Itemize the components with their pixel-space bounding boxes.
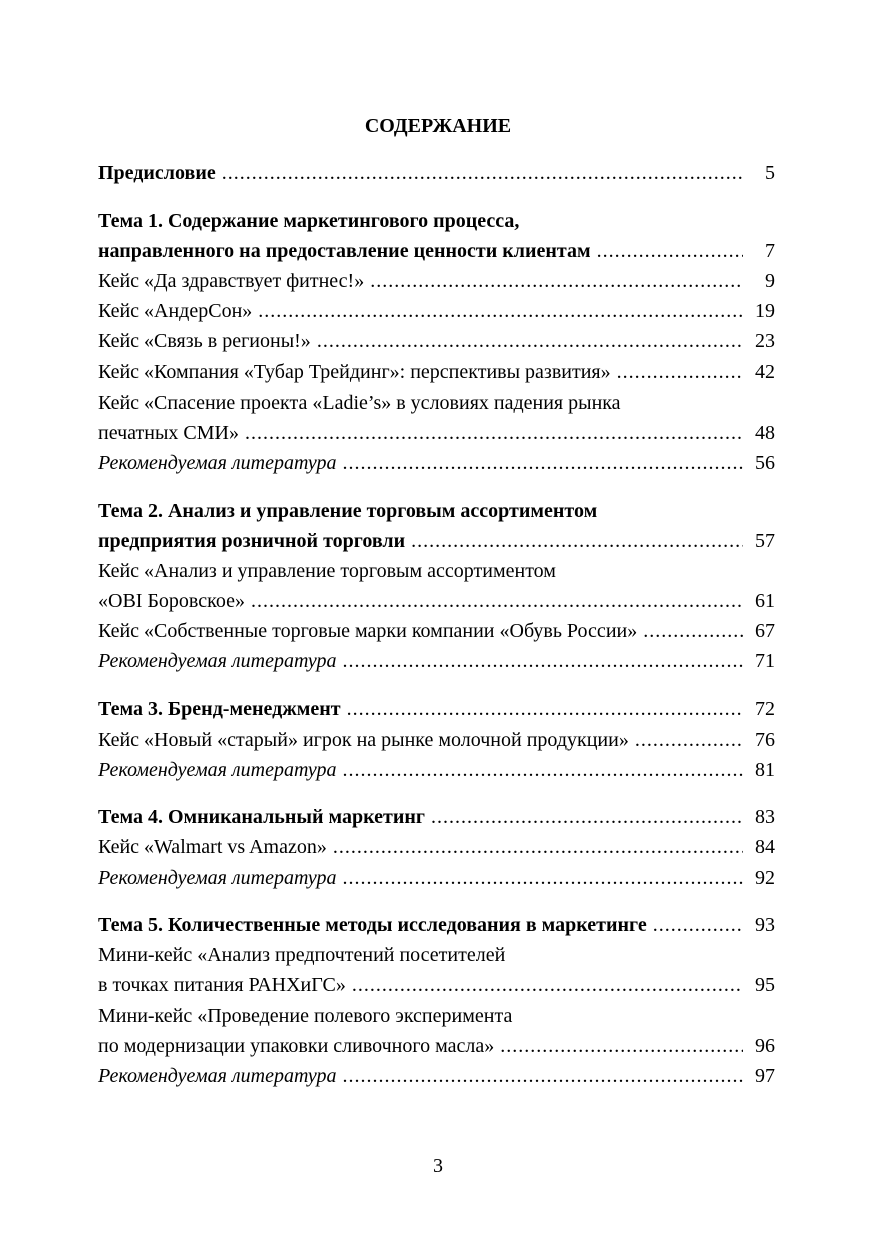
toc-page-number: 5 xyxy=(765,162,775,184)
toc-page-number: 76 xyxy=(755,729,775,751)
toc-page-number: 83 xyxy=(755,806,775,828)
leader-dots xyxy=(431,804,743,830)
leader-dots xyxy=(500,1033,743,1059)
leader-dots xyxy=(352,972,743,998)
toc-case-entry xyxy=(98,420,775,446)
leader-dots xyxy=(343,450,743,476)
toc-page-number: 93 xyxy=(755,914,775,936)
leader-dots xyxy=(597,238,743,264)
toc-page-number: 81 xyxy=(755,759,775,781)
toc-case-entry xyxy=(98,1033,775,1059)
leader-dots xyxy=(222,160,743,186)
toc-topic-2 xyxy=(98,528,775,554)
leader-dots xyxy=(258,298,743,324)
leader-dots xyxy=(635,727,743,753)
toc-entry-label: Рекомендуемая литература xyxy=(98,759,337,781)
toc-entry-label: Рекомендуемая литература xyxy=(98,650,337,672)
toc-title: СОДЕРЖАНИЕ xyxy=(364,115,512,137)
toc-case-entry xyxy=(98,588,775,614)
toc-entry-label: Кейс «АндерСон» xyxy=(98,300,253,322)
leader-dots xyxy=(617,359,743,385)
toc-literature-entry xyxy=(98,1063,775,1089)
toc-case-entry-line1: Кейс «Спасение проекта «Ladie’s» в условиях падения рынка xyxy=(98,392,621,414)
toc-case-entry-line1: Мини-кейс «Проведение полевого эксперимента xyxy=(98,1005,513,1027)
leader-dots xyxy=(343,865,743,891)
toc-case-entry xyxy=(98,359,775,385)
toc-entry-label: Кейс «Компания «Тубар Трейдинг»: перспективы развития» xyxy=(98,361,611,383)
toc-page-number: 92 xyxy=(755,867,775,889)
toc-entry-label: направленного на предоставление ценности клиентам xyxy=(98,240,591,262)
toc-topic-4 xyxy=(98,804,775,830)
toc-page-number: 7 xyxy=(765,240,775,262)
leader-dots xyxy=(245,420,743,446)
toc-page-number: 72 xyxy=(755,698,775,720)
toc-entry-label: Кейс «Walmart vs Amazon» xyxy=(98,836,327,858)
page-number: 3 xyxy=(433,1155,443,1177)
leader-dots xyxy=(653,912,743,938)
toc-page-number: 61 xyxy=(755,590,775,612)
toc-literature-entry xyxy=(98,757,775,783)
leader-dots xyxy=(333,834,743,860)
toc-page-number: 42 xyxy=(755,361,775,383)
leader-dots xyxy=(370,268,743,294)
leader-dots xyxy=(643,618,743,644)
toc-entry-label: Кейс «Связь в регионы!» xyxy=(98,330,311,352)
toc-entry-label: Рекомендуемая литература xyxy=(98,867,337,889)
toc-entry-label: Тема 4. Омниканальный маркетинг xyxy=(98,806,426,828)
toc-case-entry xyxy=(98,972,775,998)
toc-topic-1 xyxy=(98,238,775,264)
toc-entry-label: Тема 3. Бренд-менеджмент xyxy=(98,698,341,720)
toc-entry-preface xyxy=(98,160,775,186)
toc-page-number: 9 xyxy=(765,270,775,292)
leader-dots xyxy=(251,588,743,614)
toc-page-number: 84 xyxy=(755,836,775,858)
toc-entry-label: Тема 5. Количественные методы исследования в маркетинге xyxy=(98,914,647,936)
leader-dots xyxy=(317,328,743,354)
toc-entry-label: в точках питания РАНХиГС» xyxy=(98,974,346,996)
leader-dots xyxy=(347,696,743,722)
toc-case-entry xyxy=(98,328,775,354)
toc-entry-label: Кейс «Новый «старый» игрок на рынке молочной продукции» xyxy=(98,729,629,751)
toc-case-entry-line1: Мини-кейс «Анализ предпочтений посетителей xyxy=(98,944,506,966)
toc-topic-2-line1: Тема 2. Анализ и управление торговым ассортиментом xyxy=(98,500,598,522)
toc-topic-3 xyxy=(98,696,775,722)
toc-literature-entry xyxy=(98,865,775,891)
toc-literature-entry xyxy=(98,648,775,674)
toc-entry-label: «OBI Боровское» xyxy=(98,590,245,612)
leader-dots xyxy=(343,757,743,783)
toc-entry-label: печатных СМИ» xyxy=(98,422,239,444)
toc-entry-label: Рекомендуемая литература xyxy=(98,452,337,474)
toc-page-number: 71 xyxy=(755,650,775,672)
toc-page-number: 56 xyxy=(755,452,775,474)
leader-dots xyxy=(343,1063,743,1089)
toc-case-entry-line1: Кейс «Анализ и управление торговым ассортиментом xyxy=(98,560,556,582)
leader-dots xyxy=(343,648,743,674)
toc-case-entry xyxy=(98,727,775,753)
toc-topic-1-line1: Тема 1. Содержание маркетингового процесса, xyxy=(98,210,520,232)
toc-literature-entry xyxy=(98,450,775,476)
toc-page-number: 57 xyxy=(755,530,775,552)
toc-case-entry xyxy=(98,298,775,324)
toc-case-entry xyxy=(98,618,775,644)
toc-case-entry xyxy=(98,834,775,860)
toc-page-number: 97 xyxy=(755,1065,775,1087)
toc-page-number: 48 xyxy=(755,422,775,444)
toc-case-entry xyxy=(98,268,775,294)
toc-entry-label: Кейс «Собственные торговые марки компании «Обувь России» xyxy=(98,620,638,642)
toc-topic-5 xyxy=(98,912,775,938)
toc-page-number: 95 xyxy=(755,974,775,996)
toc-entry-label: Предисловие xyxy=(98,162,216,184)
toc-entry-label: Кейс «Да здравствует фитнес!» xyxy=(98,270,365,292)
toc-entry-label: Рекомендуемая литература xyxy=(98,1065,337,1087)
toc-page-number: 19 xyxy=(755,300,775,322)
toc-entry-label: предприятия розничной торговли xyxy=(98,530,406,552)
toc-page-number: 67 xyxy=(755,620,775,642)
toc-page-number: 96 xyxy=(755,1035,775,1057)
toc-entry-label: по модернизации упаковки сливочного масла» xyxy=(98,1035,495,1057)
toc-page-number: 23 xyxy=(755,330,775,352)
leader-dots xyxy=(411,528,743,554)
